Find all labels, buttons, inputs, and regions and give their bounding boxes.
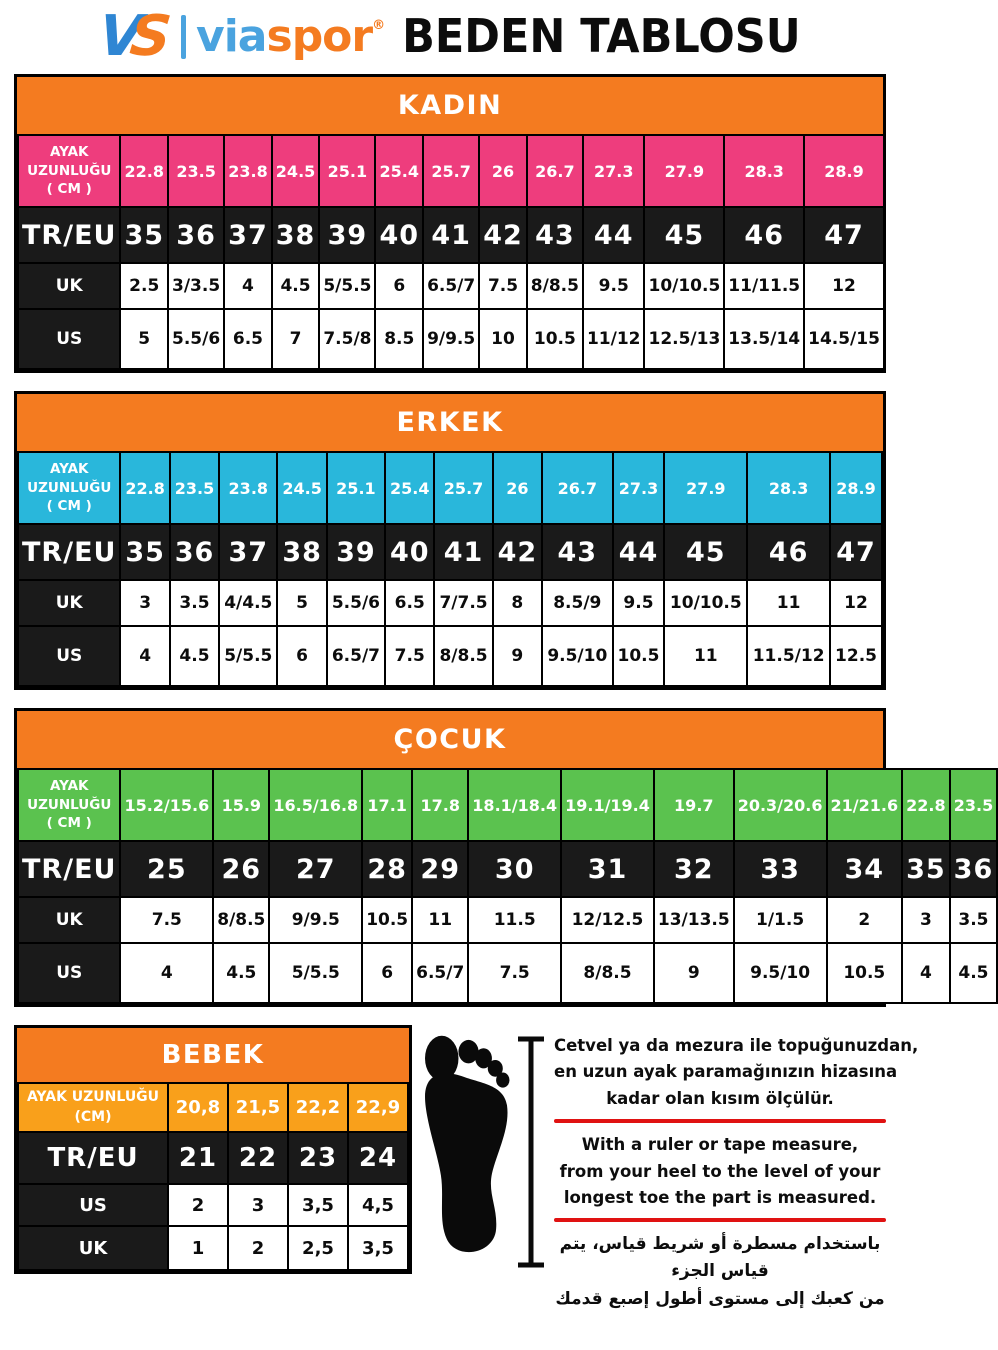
table-row [18, 1083, 408, 1132]
size-cell: 15.9 [213, 769, 269, 841]
brand-spor: spor [266, 11, 373, 62]
size-cell: 6.5/7 [327, 626, 385, 686]
size-cell: 10/10.5 [664, 580, 747, 626]
size-cell: 32 [654, 841, 734, 897]
size-cell: 5 [277, 580, 326, 626]
size-cell: 11 [412, 897, 468, 943]
size-cell: 14.5/15 [804, 309, 884, 369]
row-label: US [18, 943, 120, 1003]
size-cell: 36 [168, 207, 224, 263]
size-cell: 4 [224, 263, 272, 309]
cocuk-table-title: ÇOCUK [17, 711, 883, 768]
row-label: UK [18, 897, 120, 943]
kadin-grid [17, 134, 885, 370]
size-cell: 5 [120, 309, 168, 369]
size-cell: 20,8 [168, 1083, 228, 1132]
size-cell: 27.3 [613, 452, 665, 524]
size-cell: 24.5 [277, 452, 326, 524]
size-cell: 15.2/15.6 [120, 769, 213, 841]
size-cell: 45 [664, 524, 747, 580]
size-cell: 3 [228, 1184, 288, 1226]
size-cell: 12.5 [830, 626, 882, 686]
size-cell: 43 [527, 207, 583, 263]
size-cell: 19.7 [654, 769, 734, 841]
size-cell: 25 [120, 841, 213, 897]
size-cell: 7.5 [468, 943, 561, 1003]
size-cell: 25.1 [319, 135, 375, 207]
size-cell: 16.5/16.8 [269, 769, 362, 841]
size-cell: 44 [613, 524, 665, 580]
size-cell: 28.9 [804, 135, 884, 207]
instruction-line-en: With a ruler or tape measure, [581, 1135, 859, 1155]
bebek-table [14, 1025, 412, 1274]
table-row [18, 524, 882, 580]
size-cell: 6.5 [385, 580, 434, 626]
size-cell: 25.4 [375, 135, 423, 207]
size-cell: 39 [319, 207, 375, 263]
size-cell: 28 [362, 841, 412, 897]
instruction-line-tr: en uzun ayak paramağınızın hizasına [554, 1062, 898, 1082]
size-cell: 21 [168, 1132, 228, 1184]
brand-wordmark [196, 11, 385, 62]
size-cell: 9.5/10 [734, 943, 827, 1003]
size-cell: 44 [583, 207, 645, 263]
row-label: TR/EU [18, 207, 120, 263]
erkek-table [14, 391, 886, 690]
size-cell: 8 [493, 580, 542, 626]
row-label: UK [18, 263, 120, 309]
page-title: BEDEN TABLOSU [402, 9, 801, 64]
table-row [18, 943, 997, 1003]
size-cell: 3/3.5 [168, 263, 224, 309]
size-cell: 34 [827, 841, 903, 897]
table-row [18, 263, 884, 309]
size-cell: 23.5 [950, 769, 998, 841]
erkek-grid [17, 451, 883, 687]
size-cell: 45 [644, 207, 724, 263]
size-cell: 41 [434, 524, 492, 580]
row-label: AYAK UZUNLUĞU (CM) [18, 1083, 168, 1132]
size-cell: 11 [747, 580, 830, 626]
size-cell: 27.3 [583, 135, 645, 207]
size-cell: 28.9 [830, 452, 882, 524]
size-cell: 7.5/8 [319, 309, 375, 369]
size-cell: 10/10.5 [644, 263, 724, 309]
vs-logo [95, 4, 174, 69]
size-cell: 2 [827, 897, 903, 943]
instruction-line-tr: kadar olan kısım ölçülür. [606, 1088, 834, 1108]
table-row [18, 309, 884, 369]
brand-header [0, 0, 900, 74]
size-cell: 6.5/7 [412, 943, 468, 1003]
size-cell: 27.9 [664, 452, 747, 524]
size-cell: 25.4 [385, 452, 434, 524]
kadin-table [14, 74, 886, 373]
row-label: TR/EU [18, 1132, 168, 1184]
row-label: US [18, 309, 120, 369]
kadin-table-title: KADIN [17, 77, 883, 134]
size-cell: 12 [804, 263, 884, 309]
size-cell: 9.5 [613, 580, 665, 626]
size-cell: 5.5/6 [168, 309, 224, 369]
size-cell: 4.5 [170, 626, 219, 686]
erkek-table-title: ERKEK [17, 394, 883, 451]
size-cell: 4 [120, 626, 169, 686]
size-cell: 9 [493, 626, 542, 686]
size-cell: 7.5 [479, 263, 527, 309]
size-cell: 41 [423, 207, 479, 263]
size-cell: 24 [348, 1132, 408, 1184]
size-cell: 17.8 [412, 769, 468, 841]
size-cell: 3.5 [950, 897, 998, 943]
size-cell: 39 [327, 524, 385, 580]
size-cell: 36 [170, 524, 219, 580]
size-cell: 9/9.5 [423, 309, 479, 369]
table-row [18, 207, 884, 263]
table-row [18, 1132, 408, 1184]
size-cell: 11/11.5 [724, 263, 804, 309]
size-cell: 19.1/19.4 [561, 769, 654, 841]
size-cell: 13.5/14 [724, 309, 804, 369]
size-cell: 22,9 [348, 1083, 408, 1132]
size-cell: 28.3 [724, 135, 804, 207]
size-cell: 36 [950, 841, 998, 897]
table-row [18, 1184, 408, 1226]
size-cell: 11 [664, 626, 747, 686]
size-cell: 3,5 [288, 1184, 348, 1226]
size-cell: 6.5/7 [423, 263, 479, 309]
size-cell: 26.7 [527, 135, 583, 207]
table-row [18, 580, 882, 626]
size-cell: 4,5 [348, 1184, 408, 1226]
red-underline [554, 1218, 886, 1222]
table-row [18, 1226, 408, 1270]
size-cell: 9.5/10 [542, 626, 613, 686]
size-cell: 24.5 [272, 135, 320, 207]
size-cell: 26 [493, 452, 542, 524]
size-cell: 10.5 [362, 897, 412, 943]
size-cell: 33 [734, 841, 827, 897]
size-cell: 47 [804, 207, 884, 263]
size-cell: 22 [228, 1132, 288, 1184]
bebek-grid [17, 1082, 409, 1271]
logo-divider [181, 15, 186, 59]
foot-measurement-illustration [420, 1025, 546, 1273]
size-cell: 23.8 [224, 135, 272, 207]
size-cell: 35 [120, 207, 168, 263]
size-cell: 1 [168, 1226, 228, 1270]
instruction-line-ar: من كعبك إلى مستوى أطول إصبع قدمك [555, 1289, 885, 1310]
size-cell: 28.3 [747, 452, 830, 524]
size-cell: 12.5/13 [644, 309, 724, 369]
size-cell: 26.7 [542, 452, 613, 524]
size-cell: 25.7 [423, 135, 479, 207]
size-cell: 8.5 [375, 309, 423, 369]
size-cell: 11.5/12 [747, 626, 830, 686]
size-cell: 25.7 [434, 452, 492, 524]
size-cell: 4.5 [950, 943, 998, 1003]
size-cell: 30 [468, 841, 561, 897]
row-label: UK [18, 580, 120, 626]
instruction-line-ar: باستخدام مسطرة أو شريط قياس، يتم قياس الجزء [559, 1234, 881, 1281]
table-row [18, 135, 884, 207]
foot-silhouette-icon [420, 1031, 512, 1273]
table-row [18, 897, 997, 943]
size-cell: 22.8 [902, 769, 950, 841]
size-cell: 13/13.5 [654, 897, 734, 943]
size-cell: 9/9.5 [269, 897, 362, 943]
size-cell: 5/5.5 [219, 626, 277, 686]
size-cell: 38 [277, 524, 326, 580]
table-row [18, 626, 882, 686]
cocuk-grid [17, 768, 998, 1004]
size-cell: 29 [412, 841, 468, 897]
size-cell: 10.5 [613, 626, 665, 686]
brand-via: via [196, 11, 267, 62]
table-row [18, 841, 997, 897]
size-cell: 23.5 [168, 135, 224, 207]
size-cell: 6 [362, 943, 412, 1003]
red-underline [554, 1119, 886, 1123]
size-cell: 46 [747, 524, 830, 580]
cocuk-table [14, 708, 994, 1007]
row-label: UK [18, 1226, 168, 1270]
size-cell: 42 [479, 207, 527, 263]
size-cell: 4 [902, 943, 950, 1003]
size-cell: 37 [224, 207, 272, 263]
size-cell: 35 [902, 841, 950, 897]
size-cell: 8.5/9 [542, 580, 613, 626]
size-cell: 38 [272, 207, 320, 263]
size-cell: 4 [120, 943, 213, 1003]
size-cell: 7.5 [120, 897, 213, 943]
size-cell: 23.5 [170, 452, 219, 524]
size-cell: 4.5 [213, 943, 269, 1003]
size-cell: 22.8 [120, 452, 169, 524]
row-label: AYAK UZUNLUĞU ( CM ) [18, 452, 120, 524]
size-cell: 2,5 [288, 1226, 348, 1270]
size-cell: 8/8.5 [527, 263, 583, 309]
size-cell: 11/12 [583, 309, 645, 369]
size-cell: 2 [228, 1226, 288, 1270]
size-cell: 21,5 [228, 1083, 288, 1132]
size-cell: 22,2 [288, 1083, 348, 1132]
size-cell: 26 [213, 841, 269, 897]
size-cell: 4/4.5 [219, 580, 277, 626]
size-cell: 25.1 [327, 452, 385, 524]
size-cell: 8/8.5 [434, 626, 492, 686]
bebek-table-title: BEBEK [17, 1028, 409, 1082]
measurement-instructions [554, 1025, 919, 1312]
size-cell: 43 [542, 524, 613, 580]
instruction-line-en: longest toe the part is measured. [563, 1187, 877, 1207]
size-cell: 3.5 [170, 580, 219, 626]
row-label: TR/EU [18, 841, 120, 897]
size-cell: 9 [654, 943, 734, 1003]
size-cell: 3,5 [348, 1226, 408, 1270]
size-cell: 31 [561, 841, 654, 897]
size-cell: 3 [120, 580, 169, 626]
instruction-line-tr: Cetvel ya da mezura ile topuğunuzdan, [554, 1036, 919, 1055]
size-cell: 20.3/20.6 [734, 769, 827, 841]
size-cell: 5/5.5 [269, 943, 362, 1003]
size-cell: 17.1 [362, 769, 412, 841]
size-cell: 10 [479, 309, 527, 369]
bottom-strip [14, 1025, 919, 1312]
size-cell: 12/12.5 [561, 897, 654, 943]
size-cell: 8/8.5 [561, 943, 654, 1003]
size-cell: 37 [219, 524, 277, 580]
size-cell: 1/1.5 [734, 897, 827, 943]
size-cell: 6 [277, 626, 326, 686]
size-cell: 26 [479, 135, 527, 207]
size-cell: 11.5 [468, 897, 561, 943]
size-cell: 3 [902, 897, 950, 943]
size-cell: 23 [288, 1132, 348, 1184]
size-cell: 40 [375, 207, 423, 263]
table-row [18, 769, 997, 841]
size-cell: 18.1/18.4 [468, 769, 561, 841]
size-cell: 6.5 [224, 309, 272, 369]
size-cell: 35 [120, 524, 169, 580]
size-cell: 7/7.5 [434, 580, 492, 626]
vs-logo-s: S [127, 4, 163, 69]
size-cell: 7 [272, 309, 320, 369]
size-cell: 21/21.6 [827, 769, 903, 841]
size-cell: 8/8.5 [213, 897, 269, 943]
measurement-ruler-icon [516, 1031, 546, 1273]
instruction-line-en: from your heel to the level of your [559, 1161, 881, 1181]
row-label: US [18, 1184, 168, 1226]
size-cell: 4.5 [272, 263, 320, 309]
size-cell: 46 [724, 207, 804, 263]
size-cell: 2 [168, 1184, 228, 1226]
size-cell: 10.5 [827, 943, 903, 1003]
size-cell: 5.5/6 [327, 580, 385, 626]
row-label: US [18, 626, 120, 686]
size-cell: 5/5.5 [319, 263, 375, 309]
size-cell: 12 [830, 580, 882, 626]
size-cell: 42 [493, 524, 542, 580]
vs-logo-v: V [95, 4, 135, 69]
size-cell: 22.8 [120, 135, 168, 207]
registered-mark: ® [372, 18, 385, 33]
size-cell: 6 [375, 263, 423, 309]
size-cell: 9.5 [583, 263, 645, 309]
size-cell: 47 [830, 524, 882, 580]
size-cell: 23.8 [219, 452, 277, 524]
size-cell: 27.9 [644, 135, 724, 207]
size-cell: 10.5 [527, 309, 583, 369]
row-label: AYAK UZUNLUĞU ( CM ) [18, 135, 120, 207]
table-row [18, 452, 882, 524]
size-cell: 40 [385, 524, 434, 580]
size-cell: 27 [269, 841, 362, 897]
row-label: AYAK UZUNLUĞU ( CM ) [18, 769, 120, 841]
row-label: TR/EU [18, 524, 120, 580]
size-cell: 7.5 [385, 626, 434, 686]
size-cell: 2.5 [120, 263, 168, 309]
